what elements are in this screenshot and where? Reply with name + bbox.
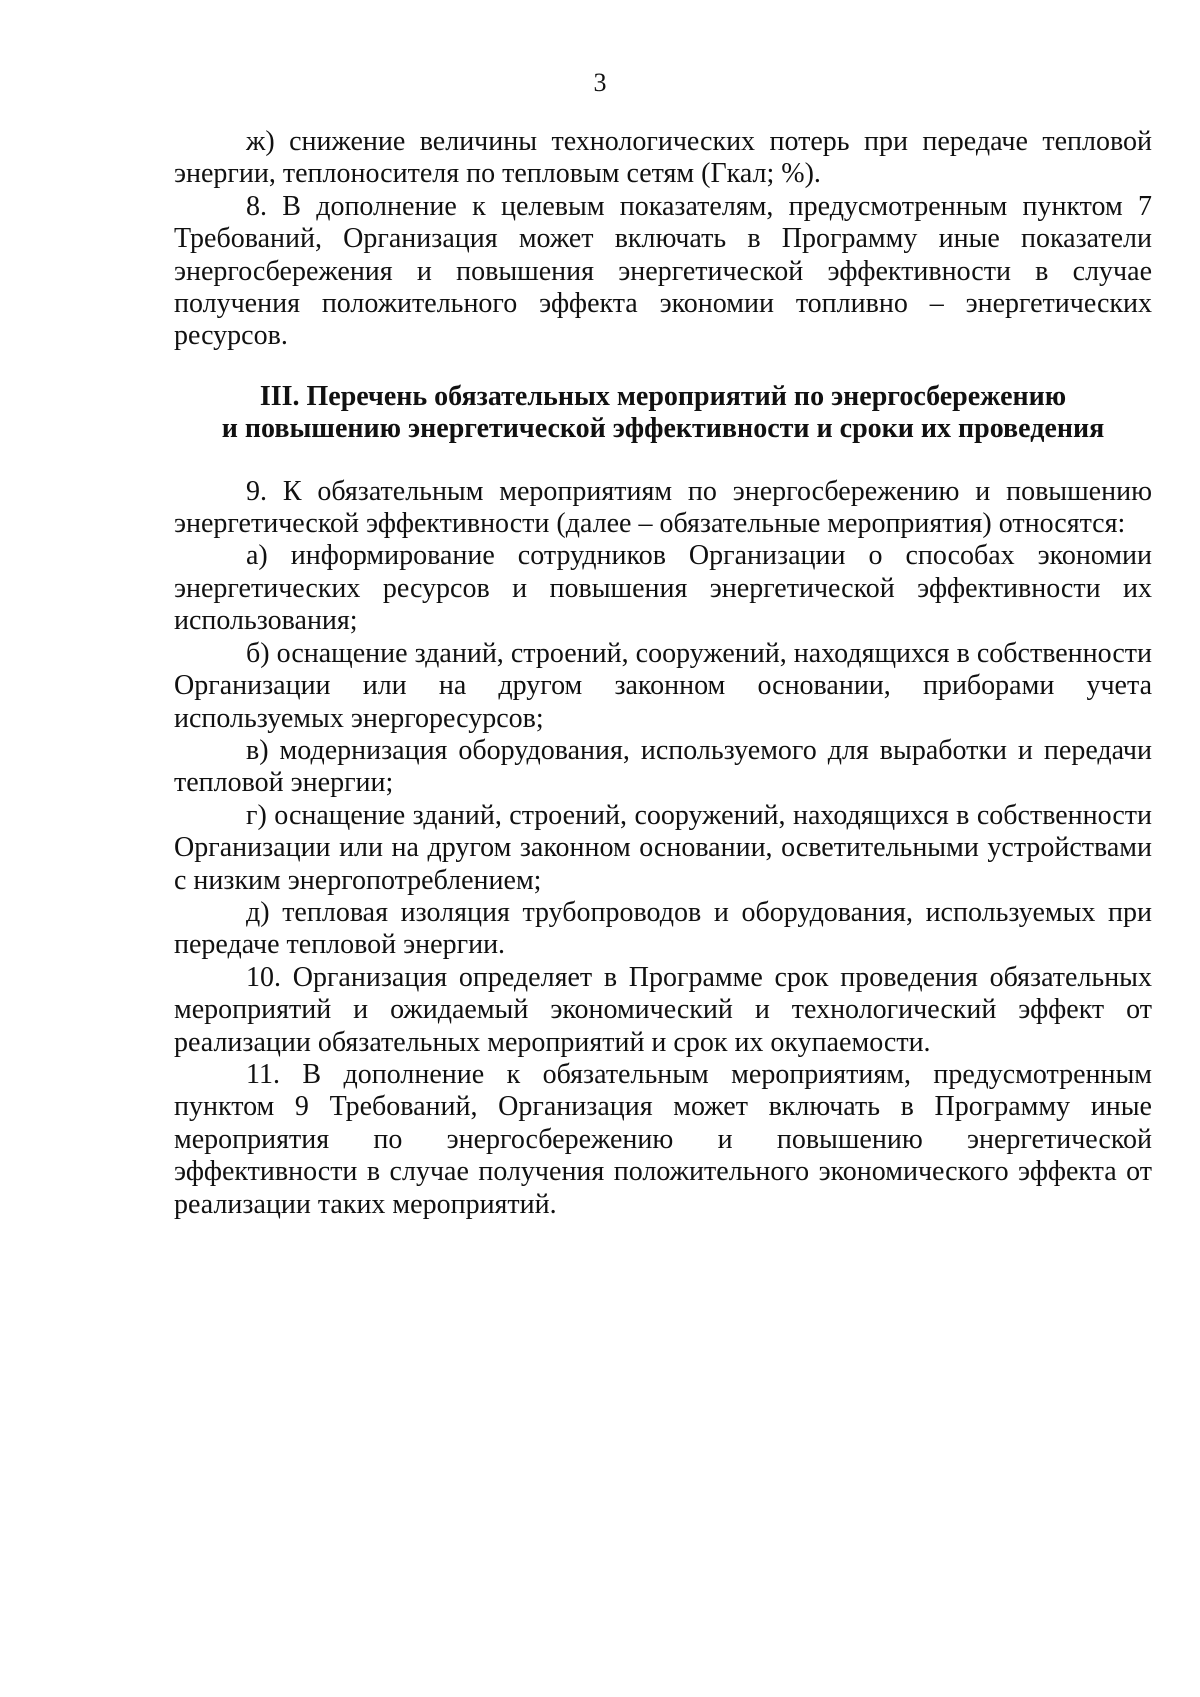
- paragraph-9g: г) оснащение зданий, строений, сооружений, находящихся в собственности Организации или на другом законном основании, осветительными устройствами с низким энергопотреблением;: [174, 799, 1152, 896]
- paragraph-9d: д) тепловая изоляция трубопроводов и оборудования, используемых при передаче тепловой энергии.: [174, 896, 1152, 961]
- paragraph-10: 10. Организация определяет в Программе срок проведения обязательных мероприятий и ожидаемый экономический и технологический эффект от реализации обязательных мероприятий и срок их окупаемости.: [174, 961, 1152, 1058]
- paragraph-8: 8. В дополнение к целевым показателям, предусмотренным пунктом 7 Требований, Организация может включать в Программу иные показатели энергосбережения и повышения энергетической эффективности в случае получения положительного эффекта экономии топливно – энергетических ресурсов.: [174, 190, 1152, 352]
- paragraph-9b: б) оснащение зданий, строений, сооружений, находящихся в собственности Организации или на другом законном основании, приборами учета используемых энергоресурсов;: [174, 637, 1152, 734]
- page-number: 3: [593, 68, 607, 97]
- paragraph-9a: а) информирование сотрудников Организации о способах экономии энергетических ресурсов и повышения энергетической эффективности их использования;: [174, 540, 1152, 637]
- section-heading: [174, 381, 1152, 446]
- paragraph-11: 11. В дополнение к обязательным мероприятиям, предусмотренным пунктом 9 Требований, Организация может включать в Программу иные мероприятия по энергосбережению и повышению энергетической эффективности в случае получения положительного экономического эффекта от реализации таких мероприятий.: [174, 1058, 1152, 1220]
- section-heading-line-2: и повышению энергетической эффективности и сроки их проведения: [221, 413, 1105, 445]
- paragraph-zh: ж) снижение величины технологических потерь при передаче тепловой энергии, теплоносителя по тепловым сетям (Гкал; %).: [174, 126, 1152, 190]
- paragraph-9v: в) модернизация оборудования, используемого для выработки и передачи тепловой энергии;: [174, 734, 1152, 799]
- paragraph-9: 9. К обязательным мероприятиям по энергосбережению и повышению энергетической эффективности (далее – обязательные мероприятия) относятся:: [174, 475, 1152, 540]
- section-heading-line-1: III. Перечень обязательных мероприятий по энергосбережению: [259, 380, 1067, 412]
- document-body: [174, 126, 1152, 1221]
